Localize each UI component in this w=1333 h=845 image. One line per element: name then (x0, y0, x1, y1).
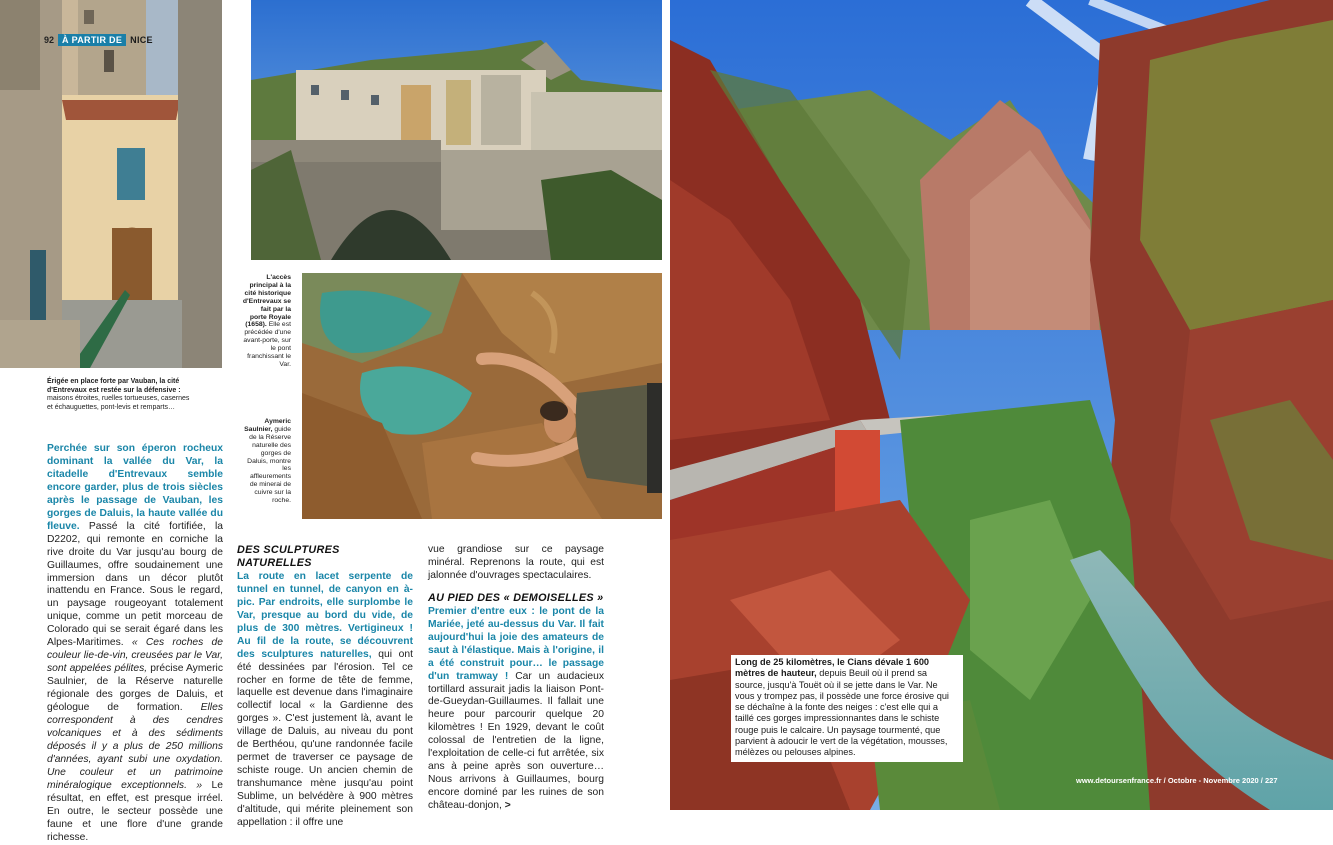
page-number: 92 (44, 35, 55, 45)
aymeric-caption-bold: Aymeric Saulnier, (244, 418, 291, 433)
cians-inset-caption (731, 655, 963, 762)
caption-text: maisons étroites, ruelles tortueuses, casernes et échauguettes, pont-levis et remparts… (47, 395, 190, 411)
copper-rock-guide-photo (302, 273, 662, 519)
subhead-sculptures: DES SCULPTURES NATURELLES (237, 544, 340, 569)
column-1-text-1: Passé la cité fortifiée, la D2202, qui remonte en corniche la rive droite du Var jusqu'au bourg de Guillaumes, offre soudainement une immersion dans un décor plutôt inattendu en France. Sous le regard, un paysage rougeoyant totalement unique, comme un petit morceau de Colorado qui se serait égaré dans les Alpes-Maritimes. (47, 520, 223, 649)
entrevaux-caption (47, 378, 197, 412)
page-footer: www.detoursenfrance.fr / Octobre - Novembre 2020 / 227 (1076, 776, 1278, 785)
inset-bold: Long de 25 kilomètres, le Cians dévale 1 600 mètres de hauteur, (735, 657, 930, 679)
porte-caption-bold: L'accès principal à la cité historique d'Entrevaux se fait par la porte Royale (1658). (242, 274, 291, 329)
continue-arrow: > (504, 800, 511, 812)
entrevaux-street-photo (0, 0, 222, 368)
article-column-1 (47, 443, 223, 845)
column-2-text: qui ont été dessinées par l'érosion. Tel ce rocher en forme de tête de femme, laquelle est devenue dans l'imaginaire collectif local « la Gardienne des gorges ». C'est justement là, avant le village de Daluis, au niveau du pont de Berthéou, qu'une randonnée facile permet de traverser ce paysage de schiste rouge. Un ancien chemin de transhumance mène jusqu'au point Sublime, un belvédère à 900 mètres d'altitude, qui mérite pleinement son appellation : il offre une (237, 648, 413, 829)
column-3-intro: vue grandiose sur ce paysage minéral. Reprenons la route, qui est jalonnée d'ouvrages spectaculaires. (428, 544, 604, 581)
porte-royale-caption (242, 274, 291, 369)
footer-page-number: 227 (1264, 776, 1278, 785)
porte-caption-text: Elle est précédée d'une avant-porte, sur le pont franchissant le Var. (243, 321, 291, 368)
article-lead: Perchée sur son éperon rocheux dominant la vallée du Var, la citadelle d'Entrevaux semble encore garder, plus de trois siècles après le passage de Vauban, les gorges de Daluis, la haute vallée du fleuve. (47, 443, 223, 532)
aymeric-caption-text: guide de la Réserve naturelle des gorges de Daluis, montre les affleurements de minerai de cuivre sur la roche. (247, 425, 291, 505)
entrevaux-bridge-photo (251, 0, 662, 260)
aymeric-caption (242, 418, 291, 505)
subhead-demoiselles: AU PIED DES « DEMOISELLES » (428, 591, 604, 604)
footer-issue: Octobre - Novembre 2020 (1167, 776, 1259, 785)
inset-text: depuis Beuil où il prend sa source, jusqu'à Touët où il se jette dans le Var. Ne vous y trompez pas, il possède une force érosive qui se déchaîne à la fonte des neiges : c'est elle qui a taillé ces gorges impressionnantes dans le schiste rouge puis le calcaire. Un paysage tourmenté, que parvient à adoucir le vert de la végétation, mousses, mélèzes ou pelouses alpines. (735, 668, 949, 758)
footer-website[interactable]: www.detoursenfrance.fr (1076, 776, 1162, 785)
caption-bold: Érigée en place forte par Vauban, la cité d'Entrevaux est restée sur la défensive : (47, 378, 181, 394)
column-3-lead: Premier d'entre eux : le pont de la Mariée, jeté au-dessus du Var. Il fait aujourd'hui la joie des amateurs de saut à l'élastique. Mais à l'origine, il a été construit pour… le passage d'un tramway ! (428, 605, 604, 682)
article-column-3 (428, 544, 604, 813)
column-2-lead: La route en lacet serpente de tunnel en tunnel, de canyon en à-pic. Par endroits, elle surplombe le Var, presque au bord du vide, de plus de 300 mètres. Vertigineux ! Au fil de la route, se découvrent des sculptures naturelles, (237, 570, 413, 660)
section-city: NICE (130, 35, 153, 45)
column-1-text-3: Le résultat, en effet, est presque irréel. En outre, le secteur possède une faune et une flore d'une grande richesse. (47, 779, 223, 843)
page-header (44, 34, 153, 46)
article-column-2 (237, 544, 413, 830)
column-3-text: Car un audacieux tortillard assurait jadis la liaison Pont-de-Gueydan-Guillaumes. Il fallait une heure pour parcourir quelque 20 kilomètres ! En 1929, devant le coût colossal de l'entretien de la ligne, l'exploitation de celle-ci fut arrêtée, six ans à peine après son ouverture… Nous arrivons à Guillaumes, bourg encore dominé par les ruines de son château-donjon, (428, 670, 604, 812)
column-1-text-2: précise Aymeric Saulnier, de la Réserve naturelle régionale des gorges de Daluis, et géologue de formation. (47, 663, 223, 714)
section-tag: À PARTIR DE (58, 34, 126, 46)
column-1-quote-2: Elles correspondent à des cendres volcaniques et à des sédiments déposés il y a plus de 250 millions d'années, ayant subi une oxydation. Une couleur et un patrimoine minéralogique exceptionnels. » (47, 702, 223, 791)
column-1-quote-1: « Ces roches de couleur lie-de-vin, creusées par le Var, sont appelées pélites, (47, 637, 223, 675)
